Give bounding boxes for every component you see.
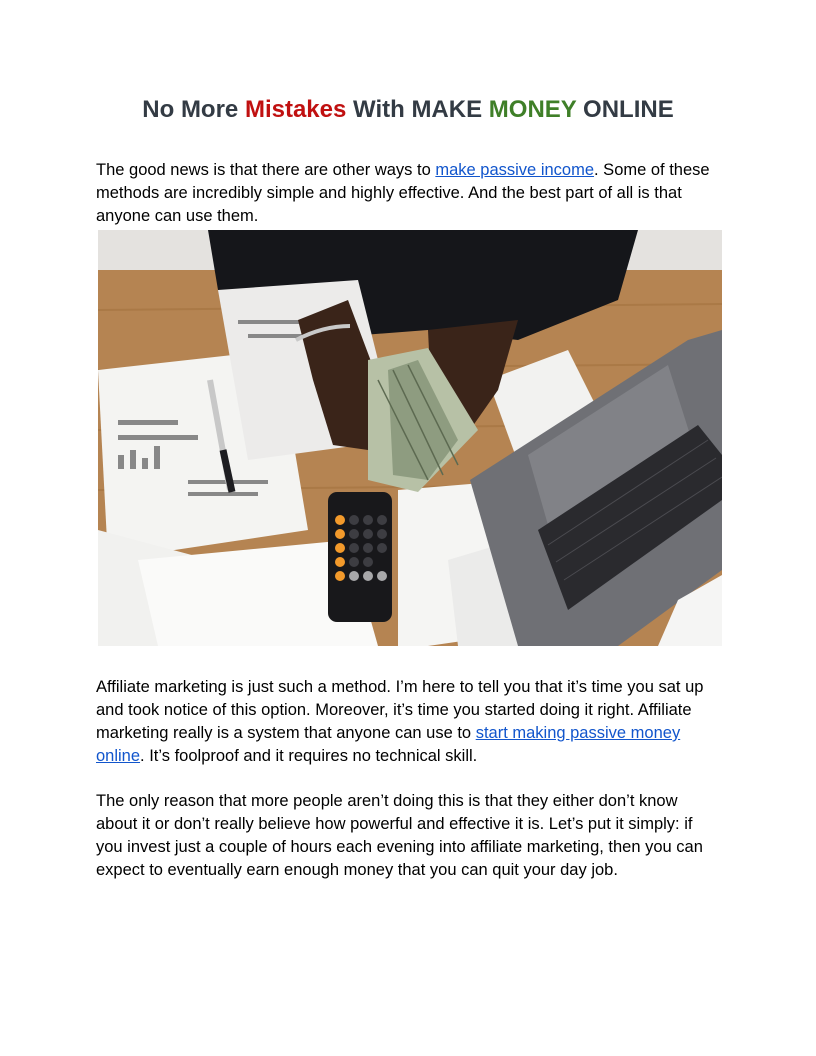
passive-income-link[interactable]: make passive income (435, 161, 595, 179)
title-word-mistakes: Mistakes (244, 96, 347, 123)
intro-text-before: The good news is that there are other ways to (96, 161, 436, 179)
affiliate-paragraph (96, 676, 720, 768)
affiliate-text-before: Affiliate marketing is just such a method. I’m here to tell you that it’s time you sat up and took notice of this option. Moreover, it’s time you started doing it right. Affiliate marketing really is a system that anyone can use to (96, 678, 704, 742)
intro-text-after: . Some of these methods are incredibly simple and highly effective. And the best part of all is that anyone can use them. (96, 161, 710, 225)
title-part-1: No More (142, 96, 245, 123)
closing-paragraph: The only reason that more people aren’t doing this is that they either don’t know about it or don’t really believe how powerful and effective it is. Let’s put it simply: if you invest just a couple of hours each evening into affiliate marketing, then you can expect to eventually earn enough money that you can quit your day job. (96, 792, 703, 879)
title-word-money: MONEY (488, 96, 577, 123)
title-part-3: With MAKE (346, 96, 489, 123)
title-part-5: ONLINE (576, 96, 674, 123)
page-title (0, 96, 816, 124)
start-making-money-link[interactable]: start making passive money online (96, 724, 681, 765)
money-desk-photo (98, 230, 722, 646)
affiliate-text-after: . It’s foolproof and it requires no technical skill. (140, 747, 478, 765)
intro-paragraph (96, 159, 720, 228)
